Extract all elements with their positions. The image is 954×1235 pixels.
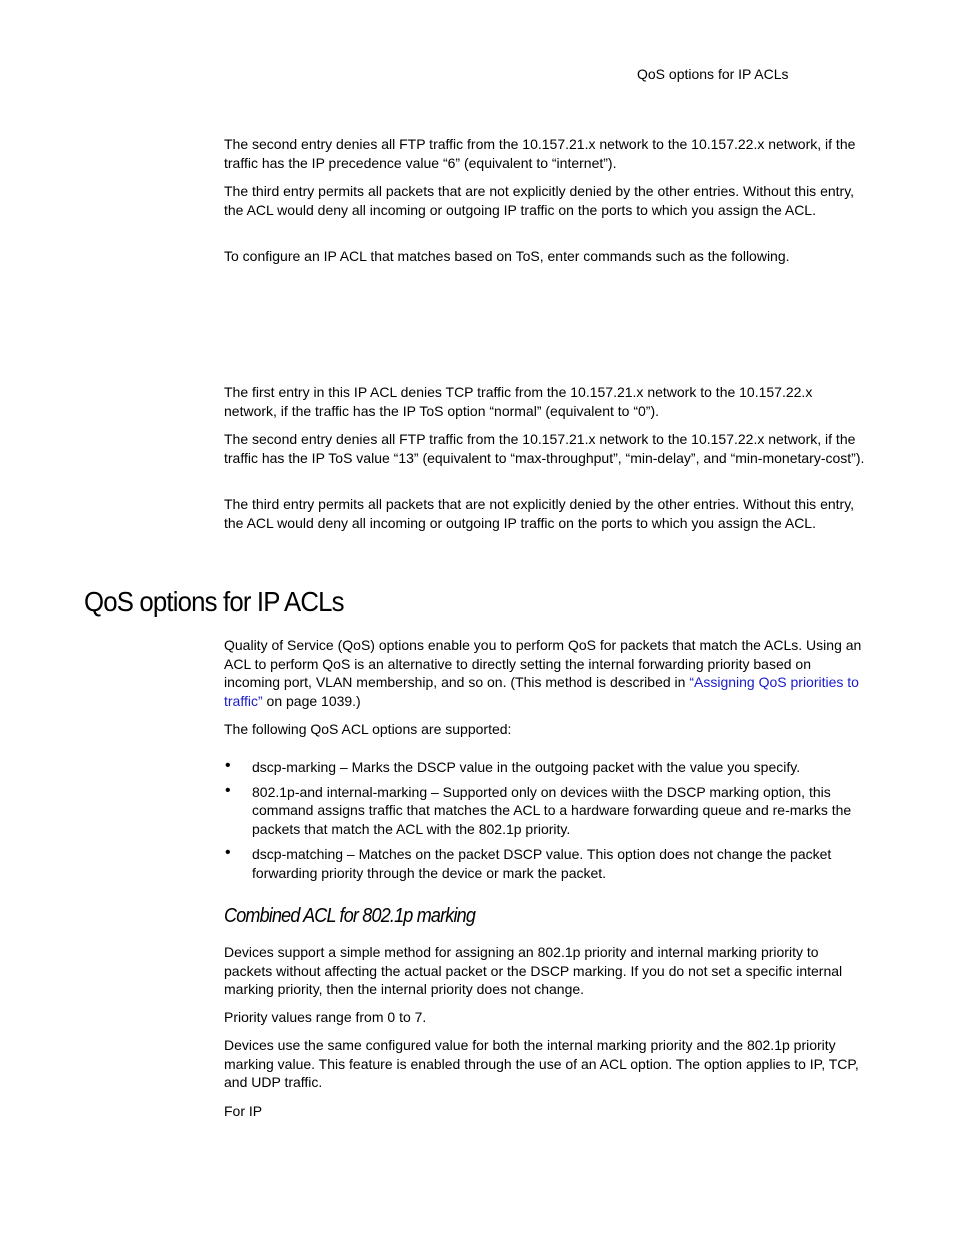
- tos-paragraph-3: The third entry permits all packets that are not explicitly denied by the other entries. Without this entry, the ACL would deny all incoming or outgoing IP traffic on the ports to which you assign the ACL.: [224, 496, 855, 531]
- option-term: dscp-matching: [252, 845, 344, 862]
- section-paragraph-1-text: Quality of Service (QoS) options enable you to perform QoS for packets that match the ACLs. Using an ACL to perform QoS is an alternative to directly setting the internal forwarding priority based on incoming port, VLAN membership, and so on. (This method is described in: [224, 637, 862, 691]
- option-description: – Matches on the packet DSCP value. This option does not change the packet forwarding priority through the device or mark the packet.: [252, 845, 832, 881]
- list-item: [224, 758, 869, 777]
- intro-paragraph-1: The second entry denies all FTP traffic from the 10.157.21.x network to the 10.157.22.x network, if the traffic has the IP precedence value “6” (equivalent to “internet”).: [224, 136, 856, 171]
- option-term: 802.1p-and internal-marking: [252, 783, 428, 800]
- tos-paragraph-2: The second entry denies all FTP traffic from the 10.157.21.x network to the 10.157.22.x network, if the traffic has the IP ToS value “13” (equivalent to “max-throughput”, “min-delay”, and “min-monetary-cost”).: [224, 431, 865, 466]
- section-paragraph-1: [224, 636, 869, 711]
- option-description: – Marks the DSCP value in the outgoing packet with the value you specify.: [336, 759, 801, 775]
- option-description: – Supported only on devices wiith the DSCP marking option, this command assigns traffic that matches the ACL to a hardware forwarding queue and re-marks the packets that match the ACL with the 802.1p priority.: [252, 783, 852, 838]
- for-ip-label: For IP: [224, 1103, 263, 1119]
- bullet-icon: •: [225, 843, 231, 861]
- running-header: QoS options for IP ACLs: [637, 66, 789, 82]
- qos-options-list: [224, 758, 869, 882]
- subsection-title: Combined ACL for 802.1p marking: [224, 905, 476, 927]
- intro-paragraph-2: The third entry permits all packets that are not explicitly denied by the other entries. Without this entry, the ACL would deny all incoming or outgoing IP traffic on the ports to which you assign the ACL.: [224, 183, 855, 218]
- option-term: dscp-marking: [252, 759, 337, 775]
- bullet-icon: •: [225, 781, 231, 799]
- intro-paragraph-3: To configure an IP ACL that matches based on ToS, enter commands such as the following.: [224, 248, 790, 264]
- list-item: [224, 783, 869, 839]
- list-item: [224, 845, 869, 882]
- assigning-qos-link[interactable]: “Assigning QoS priorities to traffic”: [224, 674, 859, 710]
- subsection-paragraph-2: Priority values range from 0 to 7.: [224, 1009, 427, 1025]
- subsection-paragraph-1: Devices support a simple method for assigning an 802.1p priority and internal marking priority to packets without affecting the actual packet or the DSCP marking. If you do not set a specific internal marking priority, then the internal priority does not change.: [224, 944, 843, 998]
- subsection-paragraph-3: Devices use the same configured value for both the internal marking priority and the 802.1p priority marking value. This feature is enabled through the use of an ACL option. The option applies to IP, TCP, and UDP traffic.: [224, 1037, 859, 1091]
- tos-paragraph-1: The first entry in this IP ACL denies TCP traffic from the 10.157.21.x network to the 10.157.22.x network, if the traffic has the IP ToS option “normal” (equivalent to “0”).: [224, 384, 813, 419]
- section-paragraph-1-tail: on page 1039.): [262, 693, 361, 710]
- bullet-icon: •: [225, 757, 231, 774]
- section-title: QoS options for IP ACLs: [84, 586, 344, 617]
- section-paragraph-2: The following QoS ACL options are supported:: [224, 721, 512, 737]
